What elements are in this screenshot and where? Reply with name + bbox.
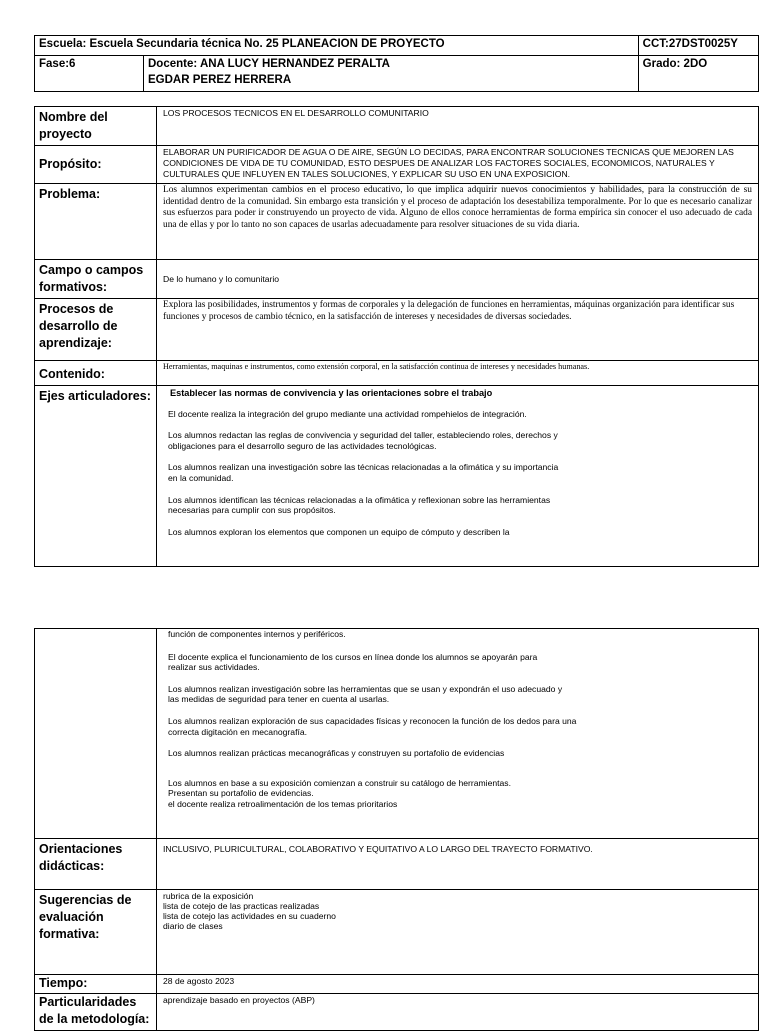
- label-nombre: Nombre del proyecto: [35, 107, 157, 146]
- label-ejes: Ejes articuladores:: [35, 386, 157, 567]
- school-name: Escuela: Escuela Secundaria técnica No. 25 PLANEACION DE PROYECTO: [35, 36, 639, 56]
- docente-line-1: Docente: ANA LUCY HERNANDEZ PERALTA: [148, 58, 390, 70]
- value-proposito: ELABORAR UN PURIFICADOR DE AGUA O DE AIRE, SEGÚN LO DECIDAS, PARA ENCONTRAR SOLUCIONES TECNICAS QUE MEJOREN LAS CONDICIONES DE VIDA DE TU COMUNIDAD, ESTO DESPUES DE ANALIZAR LOS FACTORES SOCIALES, ECONOMICOS, NATURALES Y CULTURALES QUE INFLUYEN EN TALES SOLUCIONES, Y EXPLICAR SU USO EN UNA EXPOSICION.: [157, 146, 759, 184]
- sugerencia-2: lista de cotejo de las practicas realizadas: [163, 901, 320, 911]
- value-procesos: Explora las posibilidades, instrumentos y formas de corporales y la delegación de funciones en herramientas, máquinas organización para identificar sus funciones y procesos de cambio técnico, en la satisfacción de intereses y necesidades de diversas sociedades.: [157, 299, 759, 361]
- value-contenido: Herramientas, maquinas e instrumentos, como extensión corporal, en la satisfacción continua de intereses y necesidades humanas.: [157, 361, 759, 386]
- value-tiempo: 28 de agosto 2023: [157, 975, 759, 994]
- sugerencia-3: lista de cotejo las actividades en su cuaderno: [163, 911, 336, 921]
- label-sugerencias: Sugerencias de evaluación formativa:: [35, 890, 157, 975]
- row-contenido: [35, 361, 759, 386]
- label-particularidades: Particularidades de la metodología:: [35, 994, 157, 1031]
- cont-item-5: Los alumnos realizan prácticas mecanográficas y construyen su portafolio de evidencias: [168, 748, 505, 759]
- sugerencia-4: diario de clases: [163, 921, 223, 931]
- label-problema: Problema:: [35, 184, 157, 260]
- row-particularidades: [35, 994, 759, 1031]
- value-nombre: LOS PROCESOS TECNICOS EN EL DESARROLLO COMUNITARIO: [157, 107, 759, 146]
- value-campo: De lo humano y lo comunitario: [157, 260, 759, 299]
- row-sugerencias: [35, 890, 759, 975]
- grado: Grado: 2DO: [638, 56, 758, 92]
- value-orientaciones: INCLUSIVO, PLURICULTURAL, COLABORATIVO Y EQUITATIVO A LO LARGO DEL TRAYECTO FORMATIVO.: [157, 839, 759, 890]
- label-orientaciones: Orientaciones didácticas:: [35, 839, 157, 890]
- label-contenido: Contenido:: [35, 361, 157, 386]
- ejes-item-5: Los alumnos exploran los elementos que componen un equipo de cómputo y describen la: [168, 526, 510, 537]
- row-orientaciones: [35, 839, 759, 890]
- label-ejes-continuation-empty: [35, 629, 157, 839]
- fase: Fase:6: [35, 56, 144, 92]
- label-campo: Campo o campos formativos:: [35, 260, 157, 299]
- row-problema: [35, 184, 759, 260]
- ejes-item-4: Los alumnos identifican las técnicas relacionadas a la ofimática y reflexionan sobre las herramientas necesarias para cumplir con sus propósitos.: [168, 494, 551, 516]
- cont-item-2: El docente explica el funcionamiento de los cursos en línea donde los alumnos se apoyarán para realizar sus actividades.: [168, 651, 538, 673]
- row-campo: [35, 260, 759, 299]
- sugerencia-1: rubrica de la exposición: [163, 891, 254, 901]
- value-problema: Los alumnos experimentan cambios en el proceso educativo, lo que implica adquirir nuevos conocimientos y habilidades, para la construcción de su identidad dentro de la comunidad. Sin embargo esta transición y el proceso de adaptación los desestabiliza temporalmente. Por lo que es necesario canalizar sus esfuerzos para poder ir construyendo un proyecto de vida. Alguno de ellos conoce herramientas de forma empírica sin conocer el uso adecuado de cada una de ellas y por lo tanto no son capaces de usarlas adecuadamente para resolver situaciones de su vida diaria.: [157, 184, 759, 260]
- docentes: [144, 56, 639, 92]
- row-proposito: [35, 146, 759, 184]
- cont-item-4: Los alumnos realizan exploración de sus capacidades físicas y reconocen la función de los dedos para una correcta digitación en mecanografía.: [168, 715, 577, 737]
- row-tiempo: [35, 975, 759, 994]
- header-table: [34, 35, 759, 92]
- project-table-page-2: [34, 628, 759, 1031]
- cct-code: CCT:27DST0025Y: [638, 36, 758, 56]
- label-tiempo: Tiempo:: [35, 975, 157, 994]
- cont-item-1: función de componentes internos y periféricos.: [168, 629, 346, 639]
- ejes-title: Establecer las normas de convivencia y las orientaciones sobre el trabajo: [170, 388, 493, 398]
- row-nombre: [35, 107, 759, 146]
- final-line-2: Presentan su portafolio de evidencias.: [168, 788, 314, 799]
- row-procesos: [35, 299, 759, 361]
- cont-item-3: Los alumnos realizan investigación sobre las herramientas que se usan y expondrán el uso adecuado y las medidas de seguridad para tener en cuenta al usarlas.: [168, 683, 563, 705]
- project-table-page-1: [34, 106, 759, 567]
- value-particularidades: aprendizaje basado en proyectos (ABP): [157, 994, 759, 1031]
- final-line-1: Los alumnos en base a su exposición comienzan a construir su catálogo de herramientas.: [168, 777, 511, 788]
- value-sugerencias: [157, 890, 759, 975]
- label-procesos: Procesos de desarrollo de aprendizaje:: [35, 299, 157, 361]
- ejes-item-3: Los alumnos realizan una investigación sobre las técnicas relacionadas a la ofimática y su importancia en la comunidad.: [168, 462, 559, 483]
- final-line-3: el docente realiza retroalimentación de los temas prioritarios: [168, 798, 398, 809]
- value-ejes: [157, 386, 759, 567]
- row-ejes-continuation: [35, 629, 759, 839]
- ejes-item-1: El docente realiza la integración del grupo mediante una actividad rompehielos de integración.: [168, 408, 527, 419]
- docente-line-2: EGDAR PEREZ HERRERA: [148, 74, 292, 86]
- final-block: [168, 778, 752, 810]
- row-ejes: [35, 386, 759, 567]
- label-proposito: Propósito:: [35, 146, 157, 184]
- ejes-item-2: Los alumnos redactan las reglas de convivencia y seguridad del taller, estableciendo roles, derechos y obligaciones para el desarrollo seguro de las actividades tecnológicas.: [168, 430, 558, 451]
- value-ejes-continuation: [157, 629, 759, 839]
